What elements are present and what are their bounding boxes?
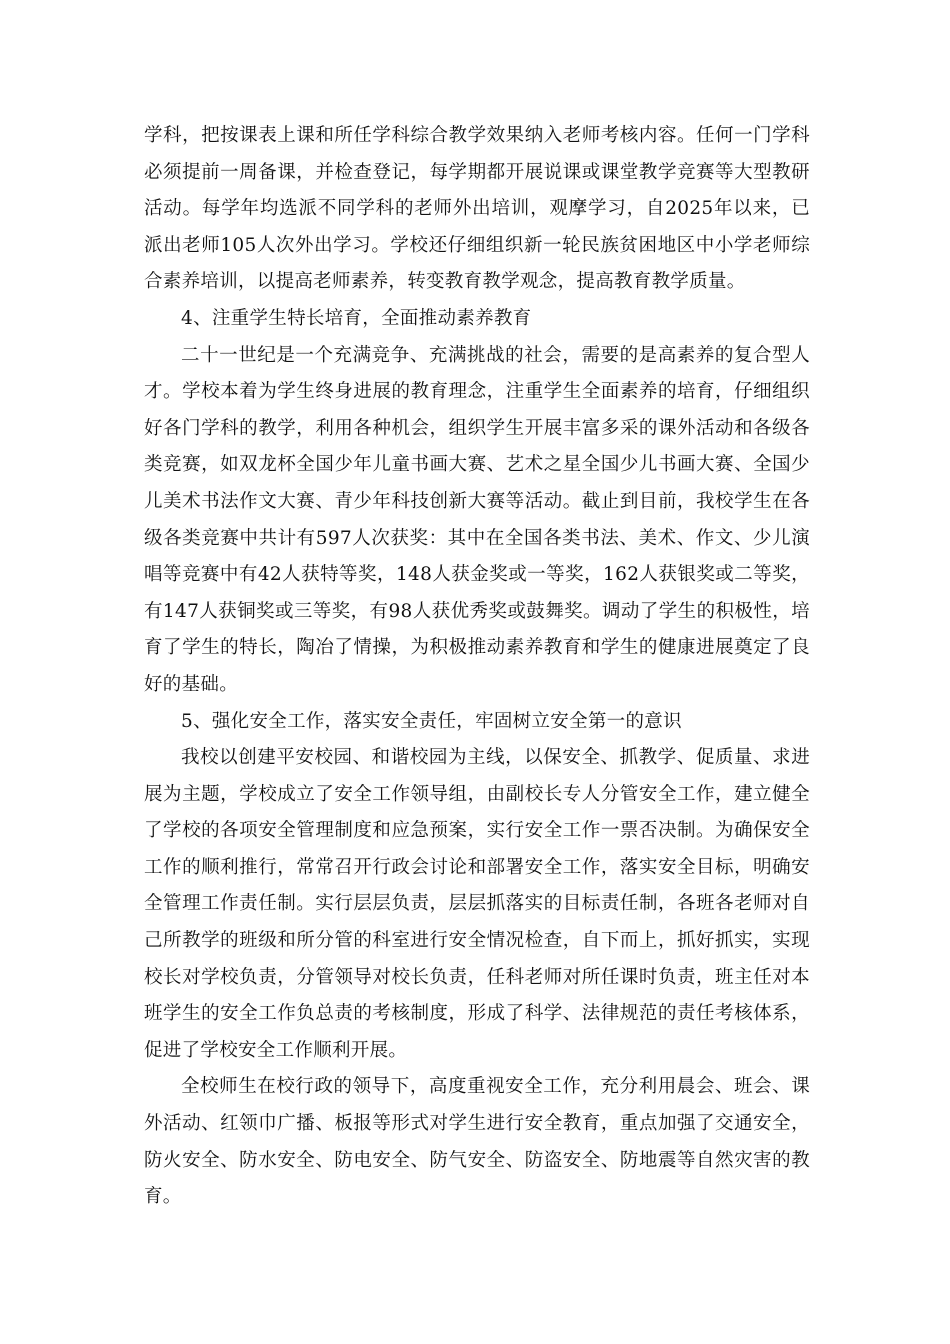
paragraph-continuation: 学科，把按课表上课和所任学科综合教学效果纳入老师考核内容。任何一门学科必须提前一周备课，并检查登记，每学期都开展说课或课堂教学竞赛等大型教研活动。每学年均选派不同学科的老师外出培训，观摩学习，自2025年以来，已派出老师105人次外出学习。学校还仔细组织新一轮民族贫困地区中小学老师综合素养培训，以提高老师素养，转变教育教学观念，提高教育教学质量。 bbox=[144, 125, 810, 293]
paragraph-safety-management: 我校以创建平安校园、和谐校园为主线，以保安全、抓教学、促质量、求进展为主题，学校成立了安全工作领导组，由副校长专人分管安全工作，建立健全了学校的各项安全管理制度和应急预案，实行安全工作一票否决制。为确保安全工作的顺利推行，常常召开行政会讨论和部署安全工作，落实安全目标，明确安全管理工作责任制。实行层层负责，层层抓落实的目标责任制，各班各老师对自己所教学的班级和所分管的科室进行安全情况检查，自下而上，抓好抓实，实现校长对学校负责，分管领导对校长负责，任科老师对所任课时负责，班主任对本班学生的安全工作负总责的考核制度，形成了科学、法律规范的责任考核体系，促进了学校安全工作顺利开展。 bbox=[144, 747, 810, 1061]
section-heading-4: 4、注重学生特长培育，全面推动素养教育 bbox=[181, 307, 532, 329]
paragraph-quality-education: 二十一世纪是一个充满竞争、充满挑战的社会，需要的是高素养的复合型人才。学校本着为学生终身进展的教育理念，注重学生全面素养的培育，仔细组织好各门学科的教学，利用各种机会，组织学生开展丰富多采的课外活动和各级各类竞赛，如双龙杯全国少年儿童书画大赛、艺术之星全国少儿书画大赛、全国少儿美术书法作文大赛、青少年科技创新大赛等活动。截止到目前，我校学生在各级各类竞赛中共计有597人次获奖：其中在全国各类书法、美术、作文、少儿演唱等竞赛中有42人获特等奖，148人获金奖或一等奖，162人获银奖或二等奖，有147人获铜奖或三等奖，有98人获优秀奖或鼓舞奖。调动了学生的积极性，培育了学生的特长，陶冶了情操，为积极推动素养教育和学生的健康进展奠定了良好的基础。 bbox=[144, 344, 810, 695]
section-heading-5: 5、强化安全工作，落实安全责任，牢固树立安全第一的意识 bbox=[181, 710, 682, 732]
document-body bbox=[144, 118, 810, 1216]
paragraph-safety-education: 全校师生在校行政的领导下，高度重视安全工作，充分利用晨会、班会、课外活动、红领巾广播、板报等形式对学生进行安全教育，重点加强了交通安全，防火安全、防水安全、防电安全、防气安全、防盗安全、防地震等自然灾害的教育。 bbox=[144, 1076, 810, 1208]
